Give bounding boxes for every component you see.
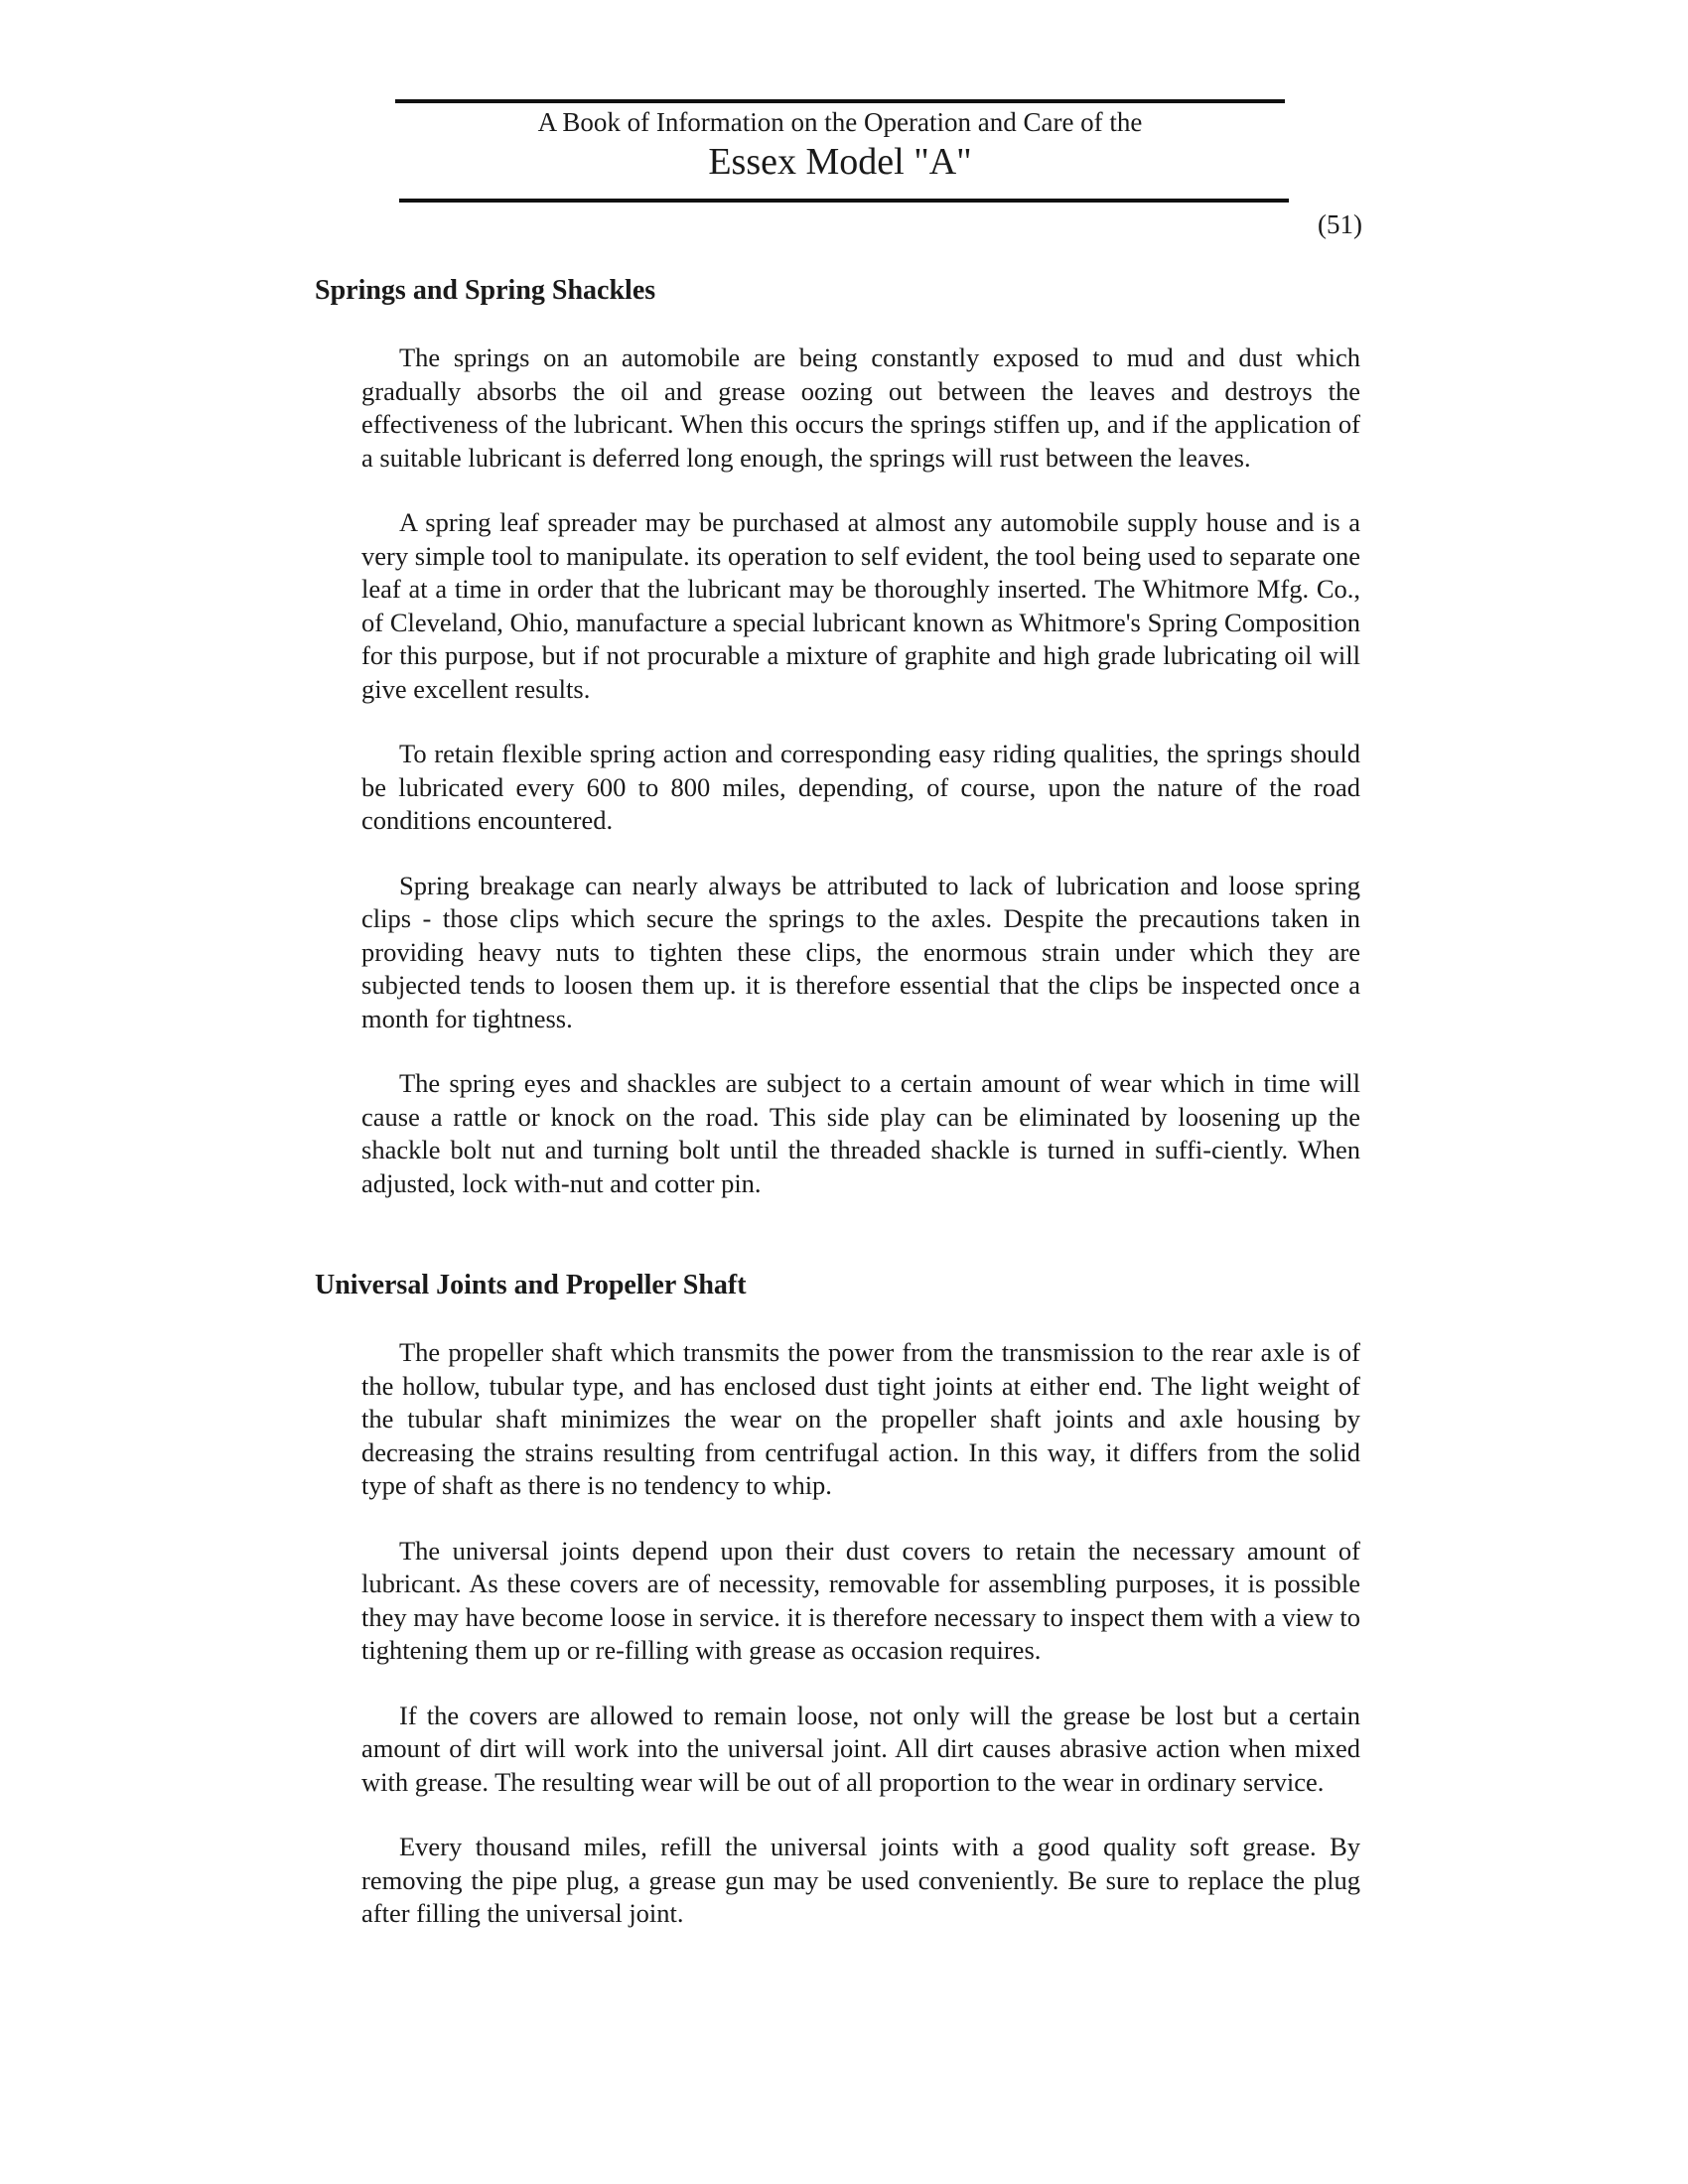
section-title-universal-joints: Universal Joints and Propeller Shaft [315,1270,747,1300]
section-body-universal-joints [361,1336,1360,1963]
section-body-springs [361,341,1360,1232]
paragraph: The springs on an automobile are being constantly exposed to mud and dust which gradually absorbs the oil and grease oozing out between the leaves and destroys the effectiveness of the lubricant. When this occurs the springs stiffen up, and if the application of a suitable lubricant is deferred long enough, the springs will rust between the leaves. [361,342,1360,473]
paragraph: Spring breakage can nearly always be attributed to lack of lubrication and loose spring clips - those clips which secure the springs to the axles. Despite the precautions taken in providing heavy nuts to tighten these clips, the enormous strain under which they are subjected tends to loosen them up. it is therefore essential that the clips be inspected once a month for tightness. [361,870,1360,1033]
section-title-springs: Springs and Spring Shackles [315,275,656,306]
paragraph: A spring leaf spreader may be purchased at almost any automobile supply house and is a very simple tool to manipulate. its operation to self evident, the tool being used to separate one leaf at a time in order that the lubricant may be thoroughly inserted. The Whitmore Mfg. Co., of Cleveland, Ohio, manufacture a special lubricant known as Whitmore's Spring Composition for this purpose, but if not procurable a mixture of graphite and high grade lubricating oil will give excellent results. [361,507,1360,704]
paragraph: To retain flexible spring action and corresponding easy riding qualities, the springs should be lubricated every 600 to 800 miles, depending, of course, upon the nature of the road conditions encountered. [361,739,1360,835]
page-number: (51) [1318,209,1362,239]
paragraph: Every thousand miles, refill the universal joints with a good quality soft grease. By removing the pipe plug, a grease gun may be used conveniently. Be sure to replace the plug after filling the universal joint. [361,1832,1360,1928]
paragraph: The propeller shaft which transmits the power from the transmission to the rear axle is of the hollow, tubular type, and has enclosed dust tight joints at either end. The light weight of the tubular shaft minimizes the wear on the propeller shaft joints and axle housing by decreasing the strains resulting from centrifugal action. In this way, it differs from the solid type of shaft as there is no tendency to whip. [361,1337,1360,1500]
paragraph: If the covers are allowed to remain loose, not only will the grease be lost but a certain amount of dirt will work into the universal joint. All dirt causes abrasive action when mixed with grease. The resulting wear will be out of all proportion to the wear in ordinary service. [361,1700,1360,1797]
header-bottom-rule [399,199,1289,203]
paragraph: The spring eyes and shackles are subject to a certain amount of wear which in time will cause a rattle or knock on the road. This side play can be eliminated by loosening up the shackle bolt nut and turning bolt until the threaded shackle is turned in suffi-ciently. When adjusted, lock with-nut and cotter pin. [361,1068,1360,1198]
header-top-rule [395,99,1285,103]
header-subtitle: A Book of Information on the Operation and Care of the [537,107,1143,137]
paragraph: The universal joints depend upon their dust covers to retain the necessary amount of lubricant. As these covers are of necessity, removable for assembling purposes, it is possible they may have become loose in service. it is therefore necessary to inspect them with a view to tightening them up or re-filling with grease as occasion requires. [361,1535,1360,1665]
header-title: Essex Model "A" [708,141,972,183]
